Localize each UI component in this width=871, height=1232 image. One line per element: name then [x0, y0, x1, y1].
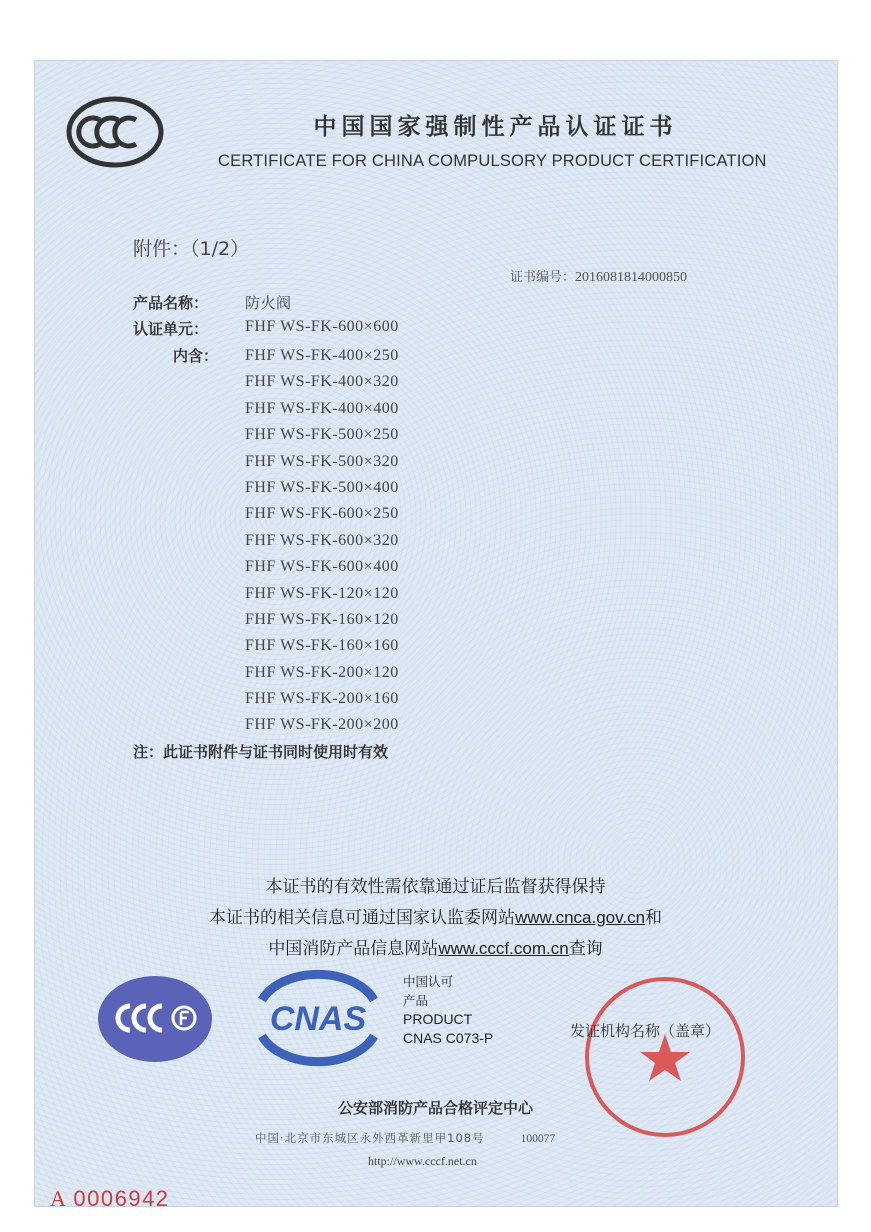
list-item: FHF WS-FK-160×120 [245, 610, 399, 628]
cnas-line-3: PRODUCT [403, 1011, 473, 1027]
list-item: FHF WS-FK-600×320 [245, 531, 399, 549]
validity-line-3-prefix: 中国消防产品信息网站 [268, 939, 439, 959]
model-list [245, 343, 399, 739]
title-chinese: 中国国家强制性产品认证证书 [313, 114, 678, 140]
cnas-logo-icon [244, 966, 392, 1070]
list-item: FHF WS-FK-400×320 [245, 373, 399, 391]
unit-label: 认证单元： [133, 320, 209, 338]
cnas-line-2: 产品 [403, 993, 429, 1008]
validity-line-2-prefix: 本证书的相关信息可通过国家认监委网站 [208, 908, 515, 928]
list-item: FHF WS-FK-200×160 [245, 690, 399, 708]
issuer-label: 发证机构名称（盖章） [570, 1022, 721, 1040]
serial-number [50, 1186, 170, 1212]
validity-line-2-suffix: 和 [645, 908, 663, 928]
address-text: 中国·北京市东城区永外西革新里甲108号 [255, 1131, 485, 1145]
issuing-organization: 公安部消防产品合格评定中心 [337, 1099, 533, 1117]
list-item: FHF WS-FK-400×250 [245, 347, 399, 364]
certificate-number [510, 266, 687, 286]
cnas-accreditation-text [403, 972, 493, 1048]
list-item: FHF WS-FK-400×400 [245, 399, 399, 417]
serial-prefix: A [50, 1186, 68, 1211]
title-english: CERTIFICATE FOR CHINA COMPULSORY PRODUCT CERTIFICATION [218, 152, 767, 170]
list-item: FHF WS-FK-200×200 [245, 716, 399, 734]
list-item: FHF WS-FK-500×400 [245, 478, 399, 496]
website-link[interactable]: http://www.cccf.net.cn [368, 1154, 477, 1168]
certificate-number-label: 证书编号： [510, 270, 576, 285]
contents-label: 内含： [172, 347, 218, 365]
cccf-link[interactable]: www.cccf.com.cn [438, 939, 569, 958]
list-item: FHF WS-FK-600×250 [245, 505, 399, 523]
attachment-label: 附件：（1/2） [133, 238, 250, 260]
list-item: FHF WS-FK-160×160 [245, 637, 399, 655]
list-item: FHF WS-FK-120×120 [245, 584, 399, 602]
unit-value: FHF WS-FK-600×600 [245, 318, 399, 335]
validity-line-3 [0, 934, 871, 959]
list-item: FHF WS-FK-600×400 [245, 558, 399, 576]
cnas-line-1: 中国认可 [403, 974, 454, 989]
cnas-logo-text: CNAS [269, 1000, 367, 1038]
product-name-value: 防火阀 [245, 294, 292, 312]
validity-note: 注：此证书附件与证书同时使用时有效 [133, 743, 389, 761]
validity-line-3-suffix: 查询 [568, 939, 603, 959]
list-item: FHF WS-FK-500×320 [245, 452, 399, 470]
list-item: FHF WS-FK-200×120 [245, 663, 399, 681]
serial-value: 0006942 [73, 1186, 170, 1211]
list-item: FHF WS-FK-500×250 [245, 426, 399, 444]
postcode: 100077 [520, 1133, 556, 1145]
certificate-number-value: 2016081814000850 [575, 270, 688, 285]
address [255, 1130, 555, 1146]
product-name-label: 产品名称： [133, 294, 209, 312]
cnca-link[interactable]: www.cnca.gov.cn [514, 908, 646, 927]
validity-line-1: 本证书的有效性需依靠通过证后监督获得保持 [265, 877, 606, 897]
cccf-logo-icon [96, 974, 214, 1064]
cnas-line-4: CNAS C073-P [403, 1030, 494, 1046]
validity-line-2 [0, 903, 871, 928]
